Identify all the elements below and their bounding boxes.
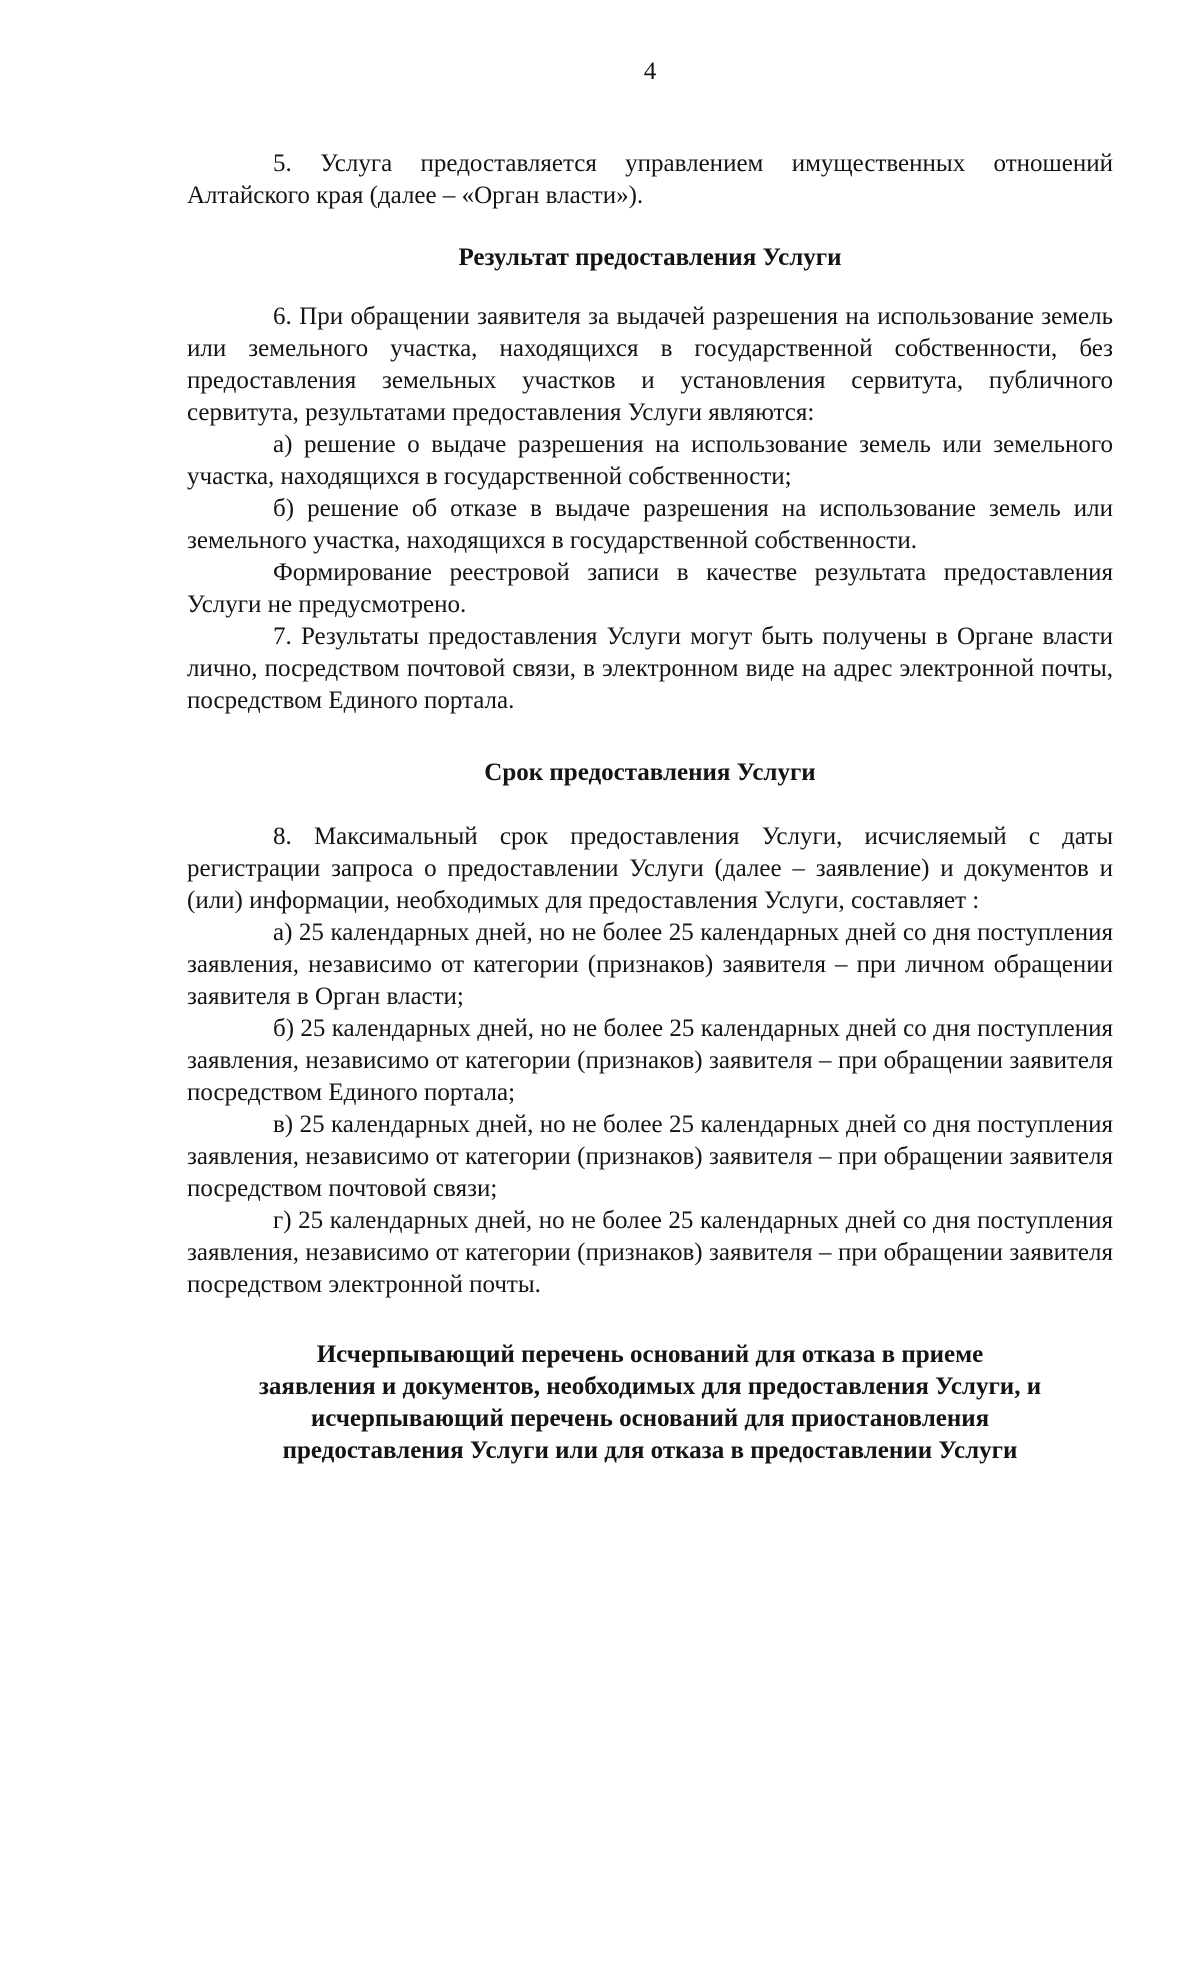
paragraph-8g: г) 25 календарных дней, но не более 25 календарных дней со дня поступления заявления, независимо от категории (признаков) заявителя – при обращении заявителя посредством электронной почты. [187,1207,1113,1298]
heading-line: исчерпывающий перечень оснований для приостановления [310,1405,990,1432]
paragraph-5: 5. Услуга предоставляется управлением имущественных отношений Алтайского края (далее – «Орган власти»). [187,150,1113,209]
paragraph-6a: а) решение о выдаче разрешения на использование земель или земельного участка, находящихся в государственной собственности; [187,431,1113,490]
heading-line: Исчерпывающий перечень оснований для отказа в приеме [316,1341,984,1368]
document-body [187,148,1113,1467]
paragraph-7: 7. Результаты предоставления Услуги могут быть получены в Органе власти лично, посредством почтовой связи, в электронном виде на адрес электронной почты, посредством Единого портала. [187,623,1113,714]
paragraph-8b: б) 25 календарных дней, но не более 25 календарных дней со дня поступления заявления, независимо от категории (признаков) заявителя – при обращении заявителя посредством Единого портала; [187,1015,1113,1106]
section-heading-refusal [187,1339,1113,1467]
paragraph-8: 8. Максимальный срок предоставления Услуги, исчисляемый с даты регистрации запроса о предоставлении Услуги (далее – заявление) и документов и (или) информации, необходимых для предоставления Услуги, составляет : [187,823,1113,914]
paragraph-6b: б) решение об отказе в выдаче разрешения на использование земель или земельного участка, находящихся в государственной собственности. [187,495,1113,554]
paragraph-8a: а) 25 календарных дней, но не более 25 календарных дней со дня поступления заявления, независимо от категории (признаков) заявителя – при личном обращении заявителя в Орган власти; [187,919,1113,1010]
paragraph-8v: в) 25 календарных дней, но не более 25 календарных дней со дня поступления заявления, независимо от категории (признаков) заявителя – при обращении заявителя посредством почтовой связи; [187,1111,1113,1202]
heading-line: предоставления Услуги или для отказа в предоставлении Услуги [282,1437,1018,1464]
page-number: 4 [643,58,657,85]
section-heading-term: Срок предоставления Услуги [484,759,816,786]
section-heading-result: Результат предоставления Услуги [458,244,842,271]
heading-line: заявления и документов, необходимых для предоставления Услуги, и [258,1373,1042,1400]
paragraph-6: 6. При обращении заявителя за выдачей разрешения на использование земель или земельного участка, находящихся в государственной собственности, без предоставления земельных участков и установления сервитута, публичного сервитута, результатами предоставления Услуги являются: [187,303,1113,426]
paragraph-registry-note: Формирование реестровой записи в качестве результата предоставления Услуги не предусмотрено. [187,559,1113,618]
